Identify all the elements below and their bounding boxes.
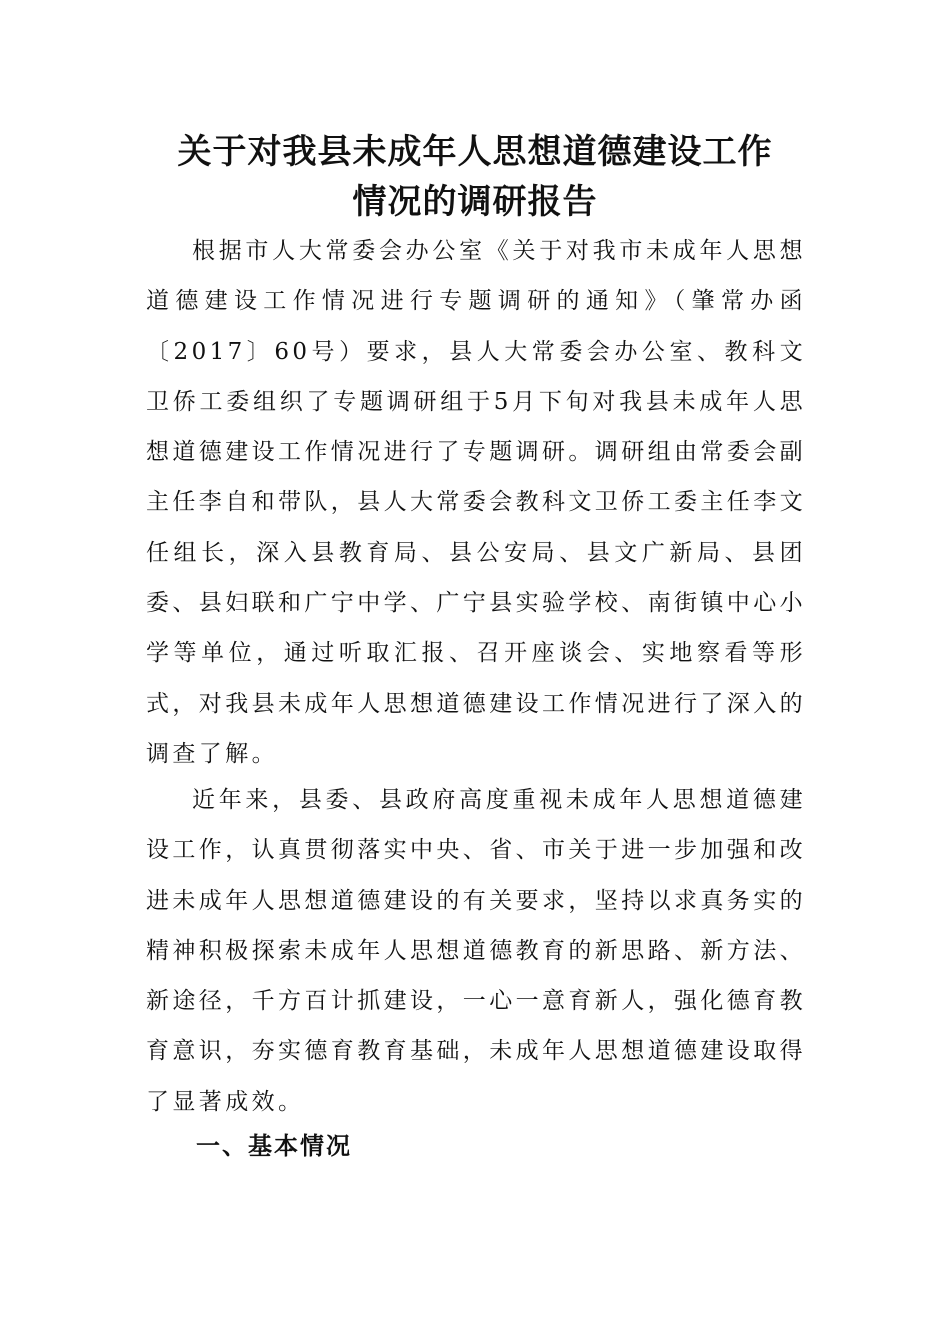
section-heading-basic-situation: 一、基本情况 xyxy=(196,1132,352,1160)
paragraph-overview: 近年来，县委、县政府高度重视未成年人思想道德建设工作，认真贯彻落实中央、省、市关于进一步加强和改进未成年人思想道德建设的有关要求，坚持以求真务实的精神积极探索未成年人思想道德教育的新思路、新方法、新途径，千方百计抓建设，一心一意育新人，强化德育教育意识，夯实德育教育基础，未成年人思想道德建设取得了显著成效。 xyxy=(146,787,806,1115)
paragraph-intro: 根据市人大常委会办公室《关于对我市未成年人思想道德建设工作情况进行专题调研的通知》（肇常办函〔2017〕60号）要求，县人大常委会办公室、教科文卫侨工委组织了专题调研组于5月下旬对我县未成年人思想道德建设工作情况进行了专题调研。调研组由常委会副主任李自和带队，县人大常委会教科文卫侨工委主任李文任组长，深入县教育局、县公安局、县文广新局、县团委、县妇联和广宁中学、广宁县实验学校、南街镇中心小学等单位，通过听取汇报、召开座谈会、实地察看等形式，对我县未成年人思想道德建设工作情况进行了深入的调查了解。 xyxy=(146,238,806,767)
document-title-line-2: 情况的调研报告 xyxy=(352,182,598,222)
document-title-line-1: 关于对我县未成年人思想道德建设工作 xyxy=(177,132,773,172)
